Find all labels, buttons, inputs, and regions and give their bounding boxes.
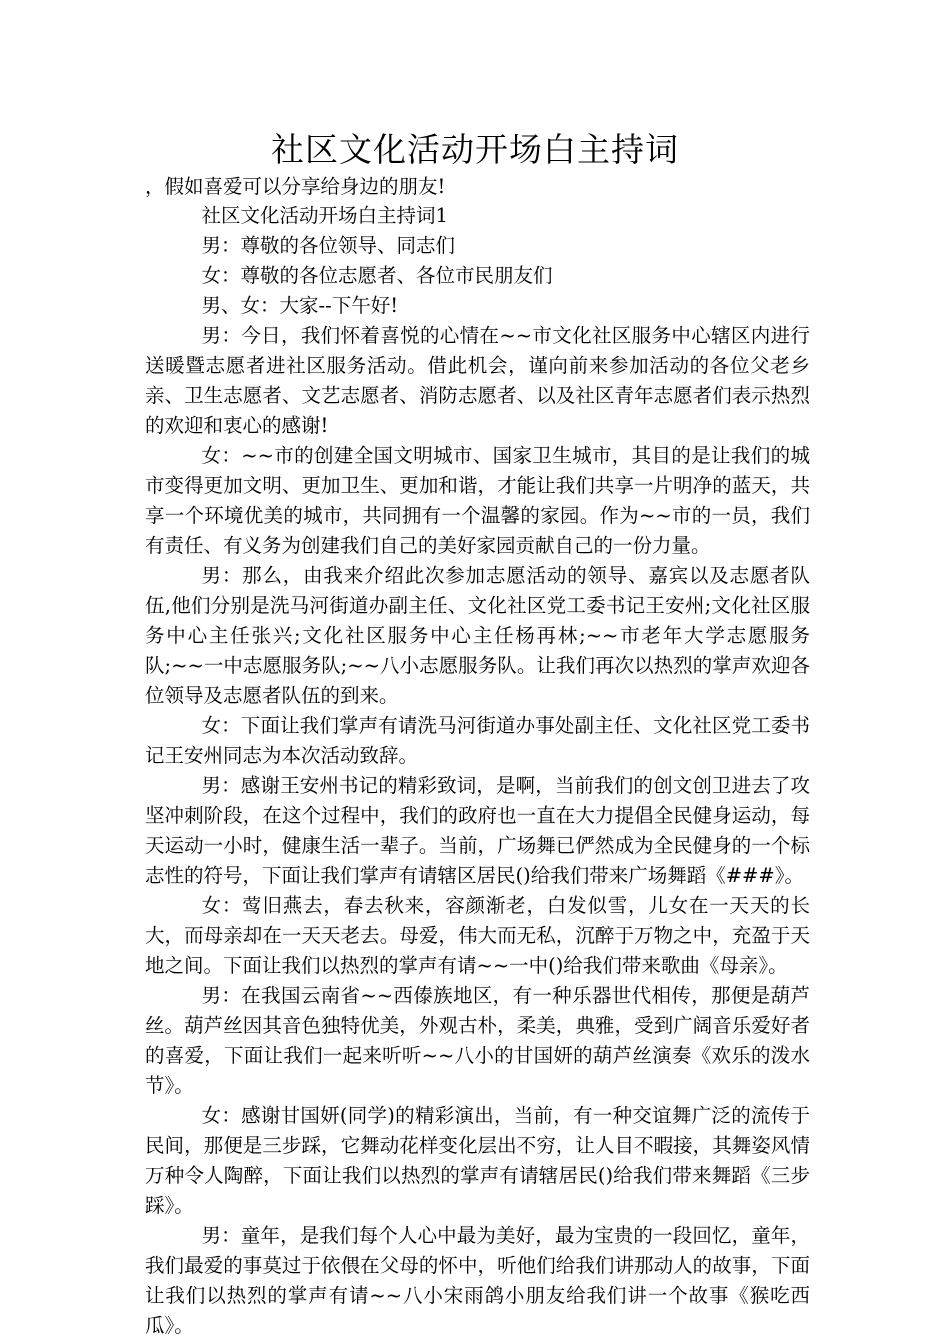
paragraph: 男：今日，我们怀着喜悦的心情在~~市文化社区服务中心辖区内进行送暖暨志愿者进社区服务活动。借此机会，谨向前来参加活动的各位父老乡亲、卫生志愿者、文艺志愿者、消防志愿者、以及社区青年志愿者们表示热烈的欢迎和衷心的感谢! [145,324,810,437]
paragraph: 男：感谢王安州书记的精彩致词，是啊，当前我们的创文创卫进去了攻坚冲刺阶段，在这个过程中，我们的政府也一直在大力提倡全民健身运动，每天运动一小时，健康生活一辈子。当前，广场舞已俨然成为全民健身的一个标志性的符号，下面让我们掌声有请辖区居民()给我们带来广场舞蹈《###》。 [145,774,810,887]
paragraph: 男：尊敬的各位领导、同志们 [201,234,456,257]
paragraph: 男：那么，由我来介绍此次参加志愿活动的领导、嘉宾以及志愿者队伍,他们分别是洗马河街道办副主任、文化社区党工委书记王安州;文化社区服务中心主任张兴;文化社区服务中心主任杨再林;~~市老年大学志愿服务队;~~一中志愿服务队;~~八小志愿服务队。让我们再次以热烈的掌声欢迎各位领导及志愿者队伍的到来。 [145,564,810,707]
paragraph: 男、女：大家--下午好! [201,294,399,317]
paragraph: 女：下面让我们掌声有请洗马河街道办事处副主任、文化社区党工委书记王安州同志为本次活动致辞。 [145,714,810,767]
paragraph: 女：尊敬的各位志愿者、各位市民朋友们 [201,264,553,287]
paragraph: 社区文化活动开场白主持词1 [201,204,448,227]
paragraph: 女：莺旧燕去，春去秋来，容颜渐老，白发似雪，儿女在一天天的长大，而母亲却在一天天老去。母爱，伟大而无私，沉醉于万物之中，充盈于天地之间。下面让我们以热烈的掌声有请~~一中()给我们带来歌曲《母亲》。 [145,894,810,977]
document-title: 社区文化活动开场白主持词 [271,130,679,169]
paragraph: 男：童年，是我们每个人心中最为美好，最为宝贵的一段回忆，童年，我们最爱的事莫过于依偎在父母的怀中，听他们给我们讲那动人的故事，下面让我们以热烈的掌声有请~~八小宋雨鸽小朋友给我们讲一个故事《猴吃西瓜》。 [145,1224,810,1337]
intro-line: ，假如喜爱可以分享给身边的朋友! [145,175,446,198]
paragraph: 男：在我国云南省~~西傣族地区，有一种乐器世代相传，那便是葫芦丝。葫芦丝因其音色独特优美，外观古朴，柔美，典雅，受到广阔音乐爱好者的喜爱，下面让我们一起来听听~~八小的甘国妍的葫芦丝演奏《欢乐的泼水节》。 [145,984,810,1097]
document-body [145,201,810,1341]
paragraph: 女：感谢甘国妍(同学)的精彩演出，当前，有一种交谊舞广泛的流传于民间，那便是三步踩，它舞动花样变化层出不穷，让人目不暇接，其舞姿风情万种令人陶醉，下面让我们以热烈的掌声有请辖居民()给我们带来舞蹈《三步踩》。 [145,1104,810,1217]
paragraph: 女：~~市的创建全国文明城市、国家卫生城市，其目的是让我们的城市变得更加文明、更加卫生、更加和谐，才能让我们共享一片明净的蓝天，共享一个环境优美的城市，共同拥有一个温馨的家园。作为~~市的一员，我们有责任、有义务为创建我们自己的美好家园贡献自己的一份力量。 [145,444,810,557]
